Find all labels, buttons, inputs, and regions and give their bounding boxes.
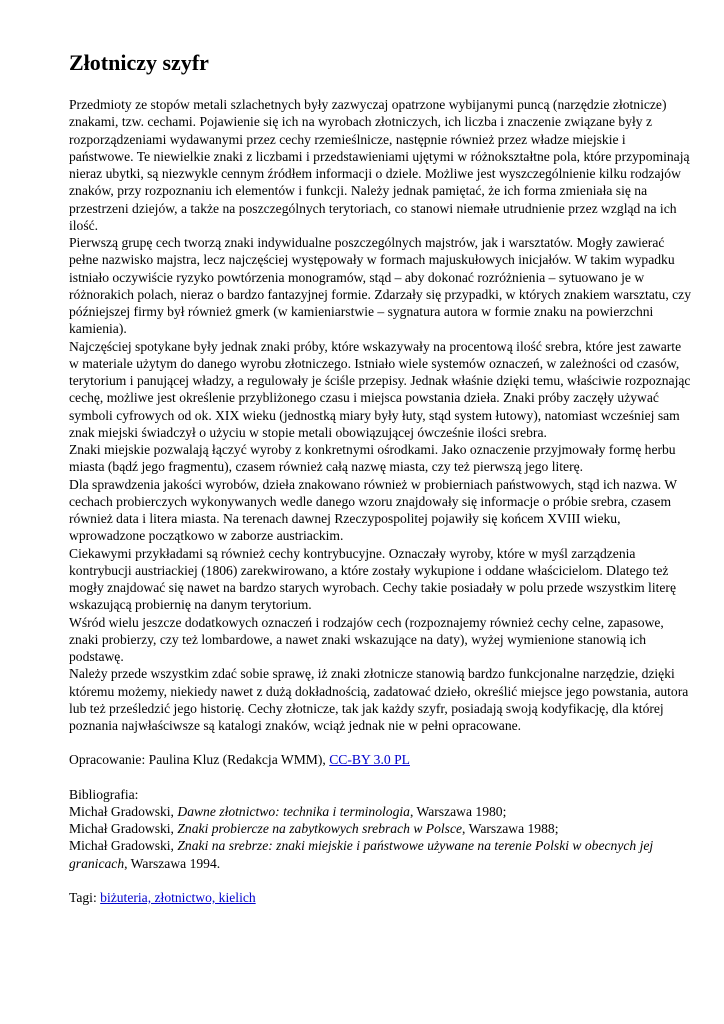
page-title: Złotniczy szyfr (69, 50, 209, 75)
tags-link[interactable]: biżuteria, złotnictwo, kielich (100, 889, 256, 905)
bibliography-heading: Bibliografia: (69, 786, 139, 802)
paragraph: Dla sprawdzenia jakości wyrobów, dzieła znakowano również w probierniach państwowych, stąd ich nazwa. W cechach probierczych wykonywanych wedle danego wzoru znajdowały się informacje o próbie srebra, czasem również data i litera miasta. Na terenach dawnej Rzeczypospolitej pojawiły się końcem XVIII wieku, wprowadzone początkowo w zaborze austriackim. (69, 476, 677, 544)
document-page (69, 48, 691, 906)
credit-text: Opracowanie: Paulina Kluz (Redakcja WMM), (69, 752, 326, 768)
paragraph: Pierwszą grupę cech tworzą znaki indywidualne poszczególnych majstrów, jak i warsztatów. Mogły zawierać pełne nazwisko majstra, lecz najczęściej występowały w formach majuskułowych inicjałów. W takim wypadku istniało oczywiście ryzyko powtórzenia monogramów, stąd – aby dokonać rozróżnienia – sytuowano je w różnorakich polach, nieraz o bardzo fantazyjnej formie. Zdarzały się przypadki, w których znakiem warsztatu, czy późniejszej firmy był również gmerk (w kamieniarstwie – sygnatura autora w formie znaku na powierzchni kamienia). (69, 235, 692, 337)
bibliography-entry (69, 820, 691, 837)
credit-line (69, 751, 691, 768)
paragraph: Ciekawymi przykładami są również cechy kontrybucyjne. Oznaczały wyroby, które w myśl zarządzenia kontrybucji austriackiej (1806) zarekwirowano, a które zostały wykupione i oddane właścicielom. Dlatego też mogły znajdować się nawet na bardzo starych wyrobach. Cechy takie posiadały w polu przede wszystkim literę wskazującą probiernię na danym terytorium. (69, 545, 676, 613)
bibliography (69, 786, 691, 872)
paragraph: Wśród wielu jeszcze dodatkowych oznaczeń i rodzajów cech (rozpoznajemy również cechy celne, zapasowe, znaki probierzy, czy też lombardowe, a nawet znaki wskazujące na daty), wyżej wymienione stanowią ich podstawę. (69, 614, 664, 664)
article-body (69, 96, 691, 734)
tags-line (69, 889, 691, 906)
bibliography-entry (69, 803, 691, 820)
bib-title: Dawne złotnictwo: technika i terminologia (177, 803, 410, 819)
paragraph: Przedmioty ze stopów metali szlachetnych były zazwyczaj opatrzone wybijanymi puncą (narzędzie złotnicze) znakami, tzw. cechami. Pojawienie się ich na wyrobach złotniczych, ich liczba i znaczenie związane były z rozporządzeniami wydawanymi przez cechy rzemieślnicze, następnie również przez władze miejskie i państwowe. Te niewielkie znaki z liczbami i przedstawieniami ujętymi w różnokształtne pola, które przypominają nieraz ubytki, są niezwykle cennym źródłem informacji o dziele. Możliwe jest wyszczególnienie kilku rodzajów znaków, przy rozpoznaniu ich elementów i funkcji. Należy jednak pamiętać, że ich forma zmieniała się na przestrzeni dziejów, a także na poszczególnych terytoriach, co stanowi niemałe utrudnienie przez wzgląd na ich ilość. (69, 97, 690, 233)
bib-title: Znaki na srebrze: znaki miejskie i państwowe używane na terenie Polski w obecnych jej granicach (69, 838, 654, 871)
bib-author: Michał Gradowski, (69, 838, 174, 854)
paragraph: Należy przede wszystkim zdać sobie sprawę, iż znaki złotnicze stanowią bardzo funkcjonalne narzędzie, dzięki któremu możemy, niekiedy nawet z dużą dokładnością, zadatować dzieło, określić miejsce jego powstania, autora lub też prześledzić jego historię. Cechy złotnicze, tak jak każdy szyfr, posiadają swoją kodyfikację, dla której poznania najwłaściwsze są katalogi znaków, wciąż jednak nie w pełni opracowane. (69, 666, 689, 733)
bib-author: Michał Gradowski, (69, 803, 174, 819)
bib-rest: , Warszawa 1980; (409, 803, 507, 819)
paragraph: Znaki miejskie pozwalają łączyć wyroby z konkretnymi ośrodkami. Jako oznaczenie przyjmowały formę herbu miasta (bądź jego fragmentu), czasem również całą nazwę miasta, czy też pierwszą jego literę. (69, 442, 676, 475)
paragraph: Najczęściej spotykane były jednak znaki próby, które wskazywały na procentową ilość srebra, które jest zawarte w materiale użytym do danego wyrobu złotniczego. Istniało wiele systemów oznaczeń, w zależności od czasów, terytorium i panującej władzy, a regulowały je ściśle przepisy. Jednak właśnie dzięki temu, właściwie rozpoznając cechę, możliwe jest określenie przybliżonego czasu i miejsca powstania dzieła. Znaki próby zaczęły używać symboli cyfrowych od ok. XIX wieku (jednostką miary były łuty, stąd system łutowy), natomiast wcześniej sam znak miejski świadczył o użyciu w stopie metali obowiązującej ówcześnie ilości srebra. (69, 338, 691, 440)
tags-label: Tagi: (69, 889, 97, 905)
license-link[interactable]: CC-BY 3.0 PL (329, 752, 410, 768)
bib-title: Znaki probiercze na zabytkowych srebrach w Polsce (177, 821, 463, 836)
bibliography-entry (69, 837, 691, 872)
bib-rest: , Warszawa 1988; (462, 821, 559, 836)
bib-author: Michał Gradowski, (69, 821, 174, 836)
bib-rest: , Warszawa 1994. (124, 855, 221, 871)
